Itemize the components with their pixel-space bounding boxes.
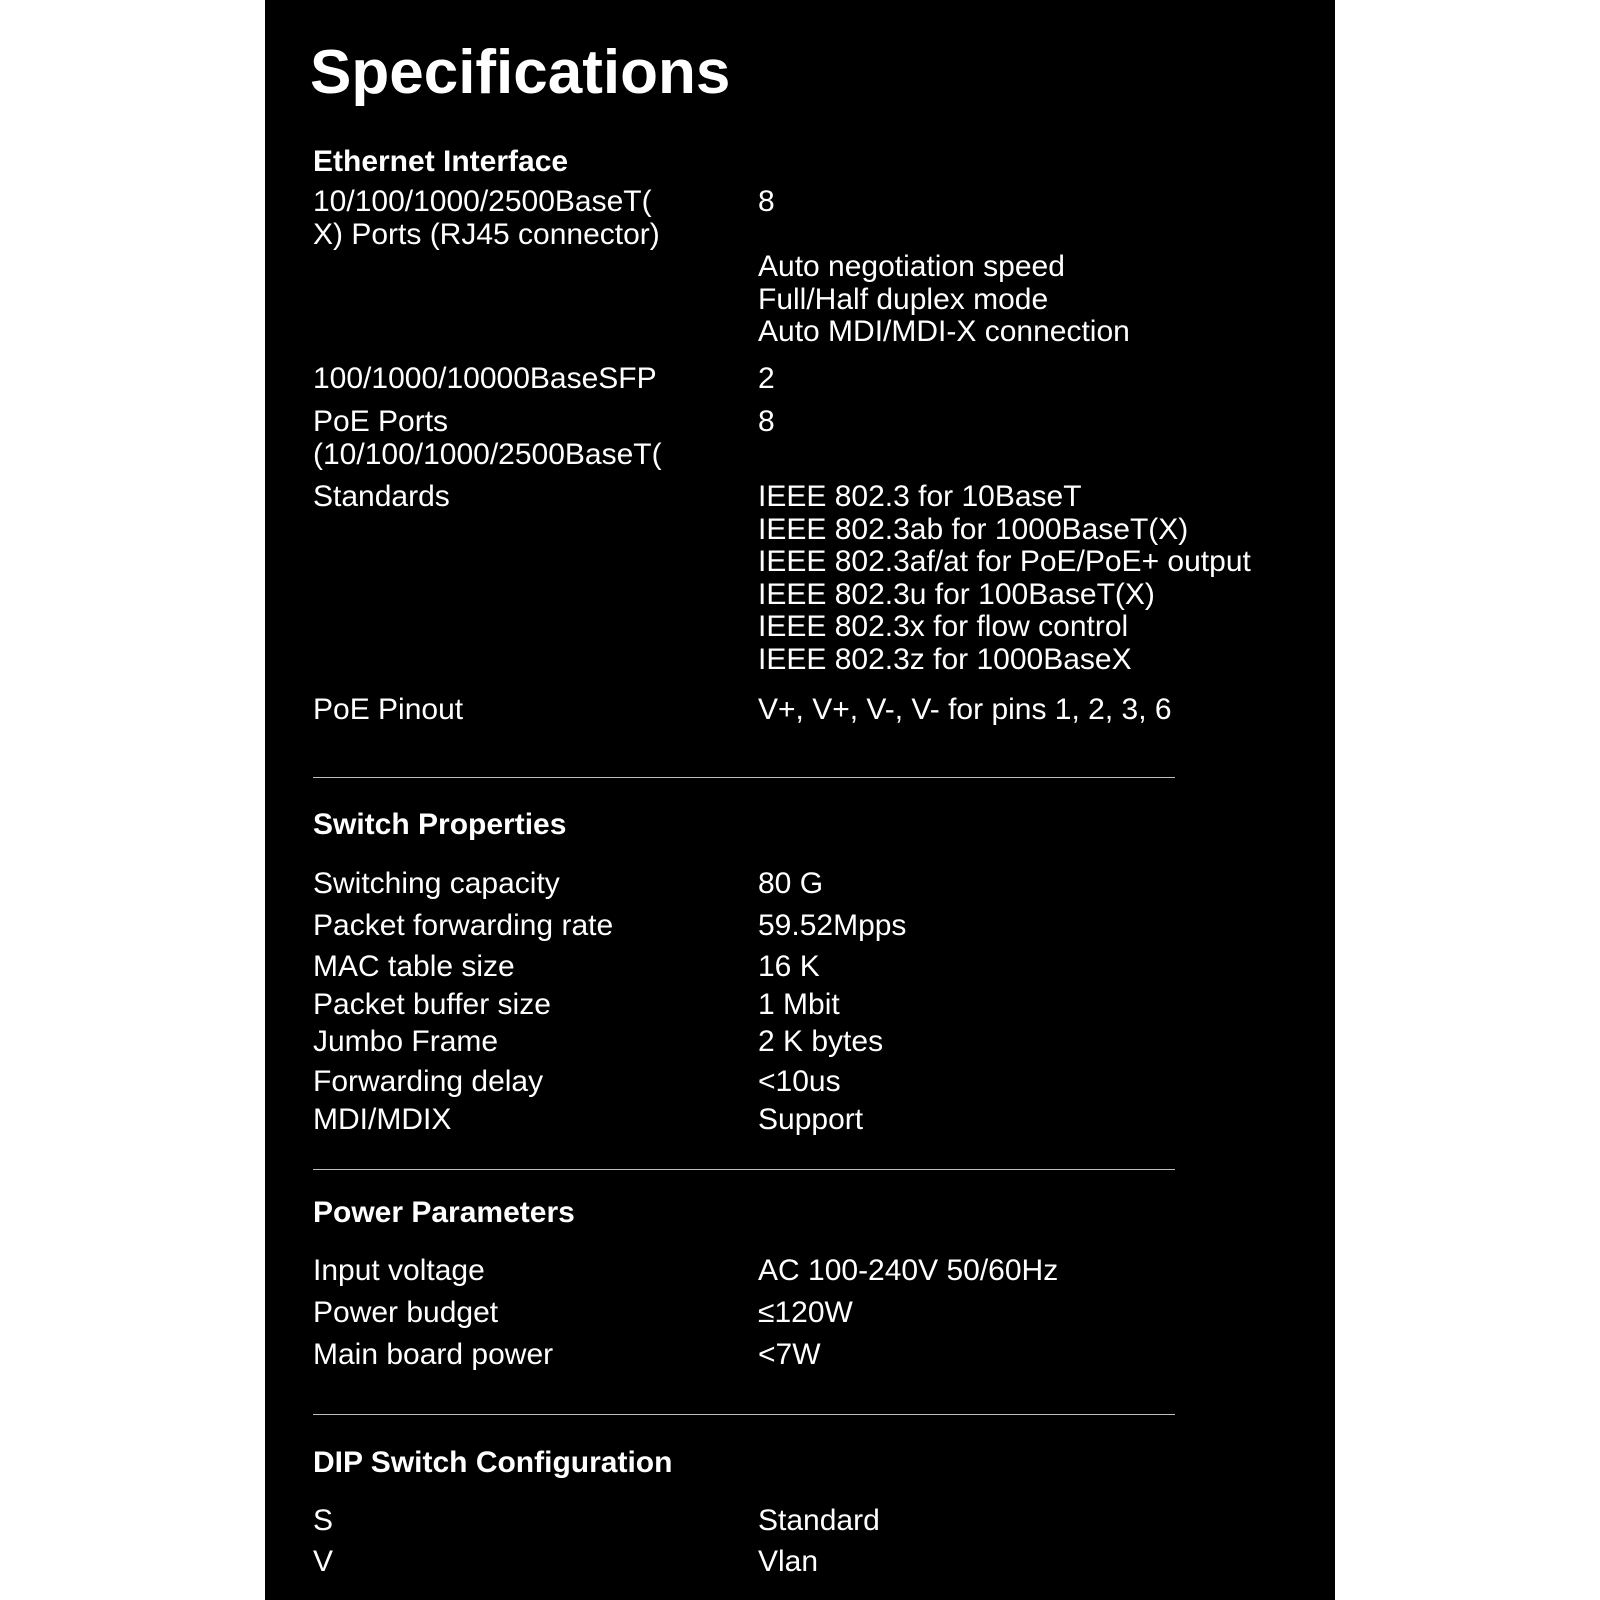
spec-label: 100/1000/10000BaseSFP [313, 361, 657, 395]
spec-value: 1 Mbit [758, 988, 840, 1021]
spec-row [313, 1500, 1223, 1542]
spec-label: MAC table size [313, 950, 515, 983]
spec-value: 59.52Mpps [758, 909, 907, 942]
spec-row [313, 987, 1223, 1023]
section-switch-properties [313, 808, 1223, 1137]
spec-row-rj45-ports [313, 186, 1223, 349]
spec-label: Packet buffer size [313, 988, 551, 1021]
section-dip-switch-configuration [313, 1446, 1223, 1582]
spec-row [313, 1250, 1223, 1292]
spec-row-poe-pinout [313, 694, 1223, 727]
spec-row [313, 1103, 1223, 1137]
spec-label: PoE Ports (10/100/1000/2500BaseT( [313, 405, 662, 471]
spec-label: Jumbo Frame [313, 1025, 499, 1058]
section-heading: DIP Switch Configuration [313, 1446, 673, 1479]
spec-row-standards [313, 480, 1251, 676]
spec-label: MDI/MDIX [313, 1103, 452, 1136]
section-divider [313, 777, 1175, 778]
spec-value: 80 G [758, 867, 824, 900]
section-divider [313, 1414, 1175, 1415]
section-heading: Power Parameters [313, 1196, 575, 1229]
spec-value: ≤120W [758, 1296, 853, 1329]
spec-value: 8 [758, 405, 775, 438]
spec-row [313, 1542, 1223, 1582]
spec-label: 10/100/1000/2500BaseT( X) Ports (RJ45 connector) [313, 185, 660, 251]
spec-label: Main board power [313, 1338, 554, 1371]
spec-value: Vlan [758, 1545, 819, 1578]
spec-row [313, 863, 1223, 905]
spec-label: PoE Pinout [313, 693, 464, 726]
spec-label: Forwarding delay [313, 1065, 544, 1098]
spec-value: V+, V+, V-, V- for pins 1, 2, 3, 6 [758, 693, 1172, 726]
spec-row-poe-ports [313, 406, 1223, 471]
page-title: Specifications [310, 38, 731, 107]
specifications-panel [265, 0, 1335, 1600]
spec-value: <7W [758, 1338, 821, 1371]
spec-row [313, 905, 1223, 947]
spec-value: 16 K [758, 950, 820, 983]
spec-label: V [313, 1545, 334, 1578]
spec-label: Switching capacity [313, 867, 560, 900]
spec-row-sfp [313, 363, 1223, 396]
section-heading: Switch Properties [313, 808, 567, 841]
spec-row [313, 1292, 1223, 1334]
spec-value: 2 [758, 361, 775, 395]
section-heading: Ethernet Interface [313, 145, 569, 178]
spec-label: Power budget [313, 1296, 499, 1329]
spec-label: Input voltage [313, 1254, 485, 1287]
spec-row [313, 1334, 1223, 1376]
spec-value: Support [758, 1103, 864, 1136]
spec-label: S [313, 1504, 334, 1537]
spec-value: Standard [758, 1504, 880, 1537]
spec-value: 2 K bytes [758, 1025, 884, 1058]
section-ethernet-interface [313, 145, 1251, 727]
spec-value: <10us [758, 1065, 841, 1098]
spec-value: AC 100-240V 50/60Hz [758, 1254, 1059, 1287]
section-divider [313, 1169, 1175, 1170]
spec-value: IEEE 802.3 for 10BaseT IEEE 802.3ab for 1000BaseT(X) IEEE 802.3af/at for PoE/PoE+ output IEEE 802.3u for 100BaseT(X) IEEE 802.3x for flow control IEEE 802.3z for 1000BaseX [758, 480, 1251, 676]
spec-row [313, 1023, 1223, 1061]
spec-row [313, 1061, 1223, 1103]
section-power-parameters [313, 1196, 1223, 1376]
spec-label: Packet forwarding rate [313, 909, 614, 942]
spec-row [313, 947, 1223, 987]
spec-value: 8 Auto negotiation speed Full/Half duplex mode Auto MDI/MDI-X connection [758, 185, 1130, 348]
spec-label: Standards [313, 480, 450, 513]
